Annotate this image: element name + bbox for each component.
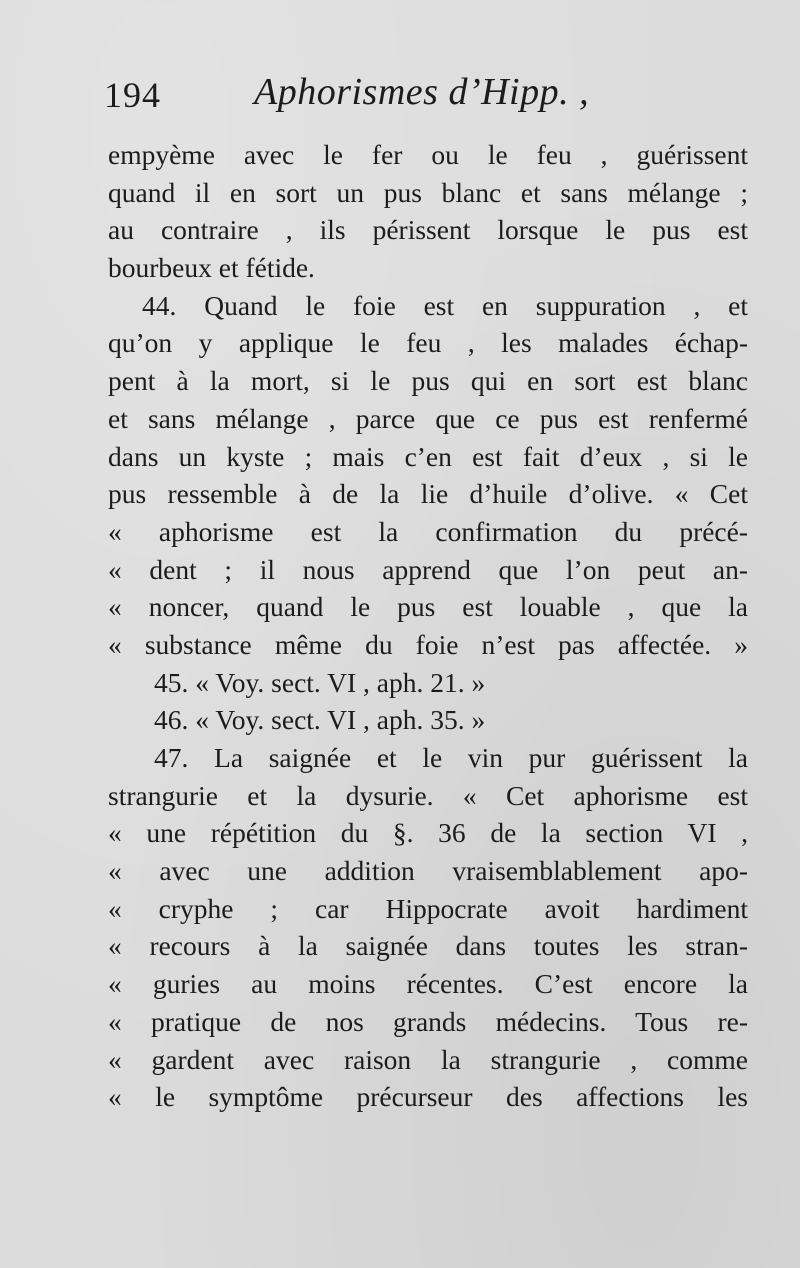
text-line: strangurie et la dysurie. « Cet aphorisme est [108, 779, 748, 811]
text-line: « pratique de nos grands médecins. Tous re- [108, 1005, 748, 1037]
running-head: Aphorismes d’Hipp. , [254, 71, 590, 113]
page-number: 194 [104, 75, 161, 115]
body-text [108, 136, 748, 1116]
text-line: pent à la mort, si le pus qui en sort est blanc [108, 365, 748, 397]
text-line: dans un kyste ; mais c’en est fait d’eux , si le [108, 440, 748, 472]
text-line: « guries au moins récentes. C’est encore la [108, 968, 748, 1000]
text-line: et sans mélange , parce que ce pus est renfermé [108, 402, 748, 434]
aphorism-46: 46. « Voy. sect. VI , aph. 35. » [154, 704, 486, 736]
text-line: « dent ; il nous apprend que l’on peut an- [108, 553, 748, 585]
text-line: « recours à la saignée dans toutes les stran- [108, 930, 748, 962]
text-line: quand il en sort un pus blanc et sans mélange ; [108, 176, 748, 208]
text-line: « noncer, quand le pus est louable , que la [108, 591, 748, 623]
text-line: qu’on y applique le feu , les malades échap- [108, 327, 748, 359]
aphorism-44-start: 44. Quand le foie est en suppuration , et [142, 289, 748, 321]
text-line: « aphorisme est la confirmation du précé- [108, 515, 748, 547]
aphorism-45: 45. « Voy. sect. VI , aph. 21. » [154, 666, 486, 698]
text-line: pus ressemble à de la lie d’huile d’olive. « Cet [108, 478, 748, 510]
text-line: empyème avec le fer ou le feu , guérissent [108, 139, 748, 170]
text-line: « avec une addition vraisemblablement apo- [108, 855, 748, 887]
text-line: « une répétition du §. 36 de la section VI , [108, 817, 748, 849]
text-line: au contraire , ils périssent lorsque le pus est [108, 214, 748, 246]
text-line: « substance même du foie n’est pas affectée. » [108, 628, 748, 660]
page-header [104, 68, 744, 120]
aphorism-47-start: 47. La saignée et le vin pur guérissent la [154, 742, 748, 773]
text-line: bourbeux et fétide. [108, 252, 315, 284]
text-line: « cryphe ; car Hippocrate avoit hardiment [108, 892, 748, 924]
text-line: « gardent avec raison la strangurie , comme [108, 1043, 748, 1075]
text-line: « le symptôme précurseur des affections les [108, 1081, 748, 1113]
